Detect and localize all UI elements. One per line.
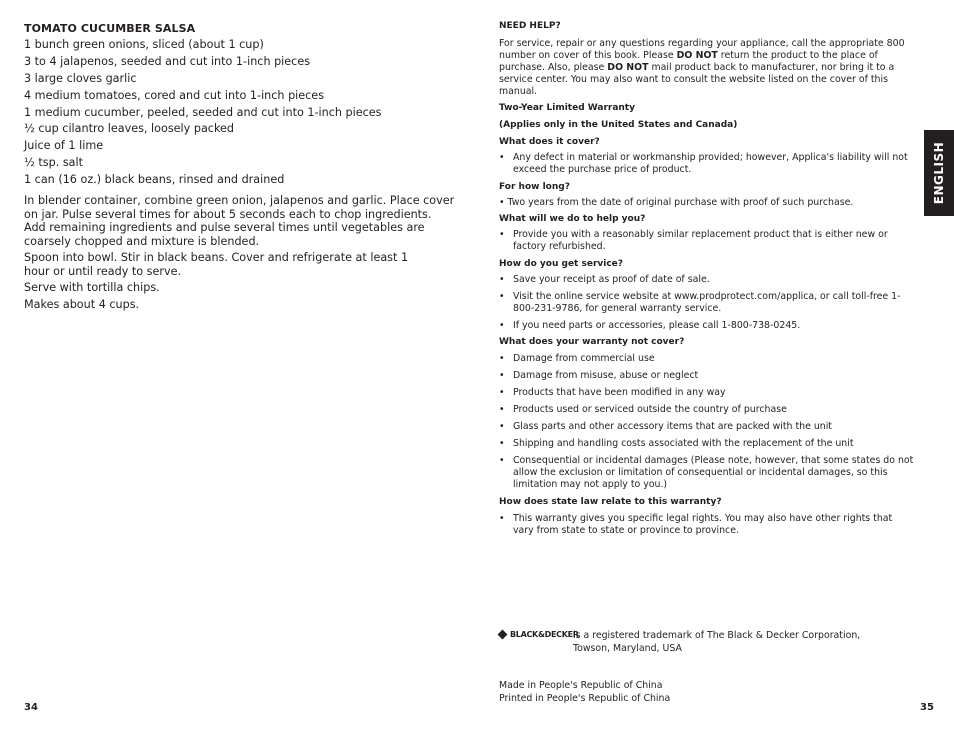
service-list — [499, 274, 915, 332]
hexagon-logo-icon — [498, 630, 508, 640]
help-list — [499, 229, 915, 253]
step-paragraph: Makes about 4 cups. — [24, 297, 140, 311]
warranty-section — [499, 20, 915, 537]
step-paragraph: Add remaining ingredients and pulse several times until vegetables are coarsely chopped and mixture is blended. — [24, 221, 425, 248]
list-item: Juice of 1 lime — [24, 139, 104, 153]
cover-heading: What does it cover? — [499, 137, 600, 147]
list-item: • Glass parts and other accessory items that are packed with the unit — [499, 421, 832, 432]
recipe-steps — [24, 194, 464, 314]
how-long-list — [499, 197, 915, 209]
list-item: • Products that have been modified in any way — [499, 387, 726, 398]
help-heading: What will we do to help you? — [499, 214, 646, 224]
list-item: • Provide you with a reasonably similar replacement product that is either new or factory refurbished. — [499, 229, 888, 252]
made-in-text: Made in People's Republic of China — [499, 680, 663, 691]
service-heading: How do you get service? — [499, 259, 624, 269]
list-item: • Products used or serviced outside the country of purchase — [499, 404, 787, 415]
list-item: 1 can (16 oz.) black beans, rinsed and drained — [24, 173, 285, 187]
need-help-heading: NEED HELP? — [499, 21, 561, 31]
list-item: • Two years from the date of original purchase with proof of such purchase. — [499, 197, 854, 208]
step-paragraph: In blender container, combine green onion, jalapenos and garlic. Place cover on jar. Pulse several times for about 5 seconds each to chop ingredients. — [24, 194, 455, 221]
list-item: 4 medium tomatoes, cored and cut into 1-inch pieces — [24, 88, 325, 102]
state-law-list — [499, 513, 915, 537]
list-item: • Consequential or incidental damages (Please note, however, that some states do not allow the exclusion or limitation of consequential or incidental damages, so this limitation may not apply to you.) — [499, 455, 914, 490]
page-number: 35 — [920, 702, 934, 713]
list-item: 3 to 4 jalapenos, seeded and cut into 1-inch pieces — [24, 54, 311, 68]
warranty-subheading: (Applies only in the United States and Canada) — [499, 120, 738, 130]
printed-in-text: Printed in People's Republic of China — [499, 692, 671, 704]
origin-block — [499, 680, 670, 705]
list-item: • Save your receipt as proof of date of sale. — [499, 274, 710, 285]
list-item: • Damage from misuse, abuse or neglect — [499, 370, 699, 381]
recipe-title: TOMATO CUCUMBER SALSA — [24, 22, 196, 35]
how-long-heading: For how long? — [499, 182, 570, 192]
page-number: 34 — [24, 702, 38, 713]
list-item: • Damage from commercial use — [499, 353, 655, 364]
warranty-heading: Two-Year Limited Warranty — [499, 103, 635, 113]
not-cover-list — [499, 353, 915, 491]
list-item: • Shipping and handling costs associated with the replacement of the unit — [499, 438, 854, 449]
list-item: • If you need parts or accessories, please call 1-800-738-0245. — [499, 320, 801, 331]
list-item: 1 medium cucumber, peeled, seeded and cut into 1-inch pieces — [24, 105, 382, 119]
list-item: 1 bunch green onions, sliced (about 1 cup) — [24, 38, 264, 51]
black-decker-logo: BLACK&DECKER — [499, 630, 579, 639]
state-law-heading: How does state law relate to this warranty? — [499, 497, 722, 507]
list-item: • Visit the online service website at www.prodprotect.com/applica, or call toll-free 1-800-231-9786, for general warranty service. — [499, 291, 901, 314]
list-item: • This warranty gives you specific legal rights. You may also have other rights that vary from state to state or province to province. — [499, 513, 893, 536]
list-item: ½ tsp. salt — [24, 156, 84, 170]
step-paragraph: Spoon into bowl. Stir in black beans. Cover and refrigerate at least 1 hour or until ready to serve. — [24, 251, 409, 278]
list-item: ½ cup cilantro leaves, loosely packed — [24, 122, 235, 136]
language-tab — [924, 130, 954, 216]
right-page — [477, 0, 954, 738]
trademark-text: is a registered trademark of The Black & Decker Corporation, Towson, Maryland, USA — [573, 630, 861, 654]
step-paragraph: Serve with tortilla chips. — [24, 281, 160, 294]
bullet: • — [499, 152, 505, 163]
need-help-text: For service, repair or any questions regarding your appliance, call the appropriate 800 number on cover of this book. Please DO NOT return the product to the place of purchase. Also, please DO NOT mail product back to manufacturer, nor bring it to a service center. You may also want to consult the website listed on the cover of this manual. — [499, 38, 905, 97]
not-cover-heading: What does your warranty not cover? — [499, 337, 685, 347]
list-item: 3 large cloves garlic — [24, 71, 137, 85]
ingredient-list — [24, 38, 381, 190]
list-item: • Any defect in material or workmanship provided; however, Applica's liability will not exceed the purchase price of product. — [499, 152, 908, 175]
language-tab-label: ENGLISH — [932, 141, 947, 205]
cover-list — [499, 152, 915, 176]
